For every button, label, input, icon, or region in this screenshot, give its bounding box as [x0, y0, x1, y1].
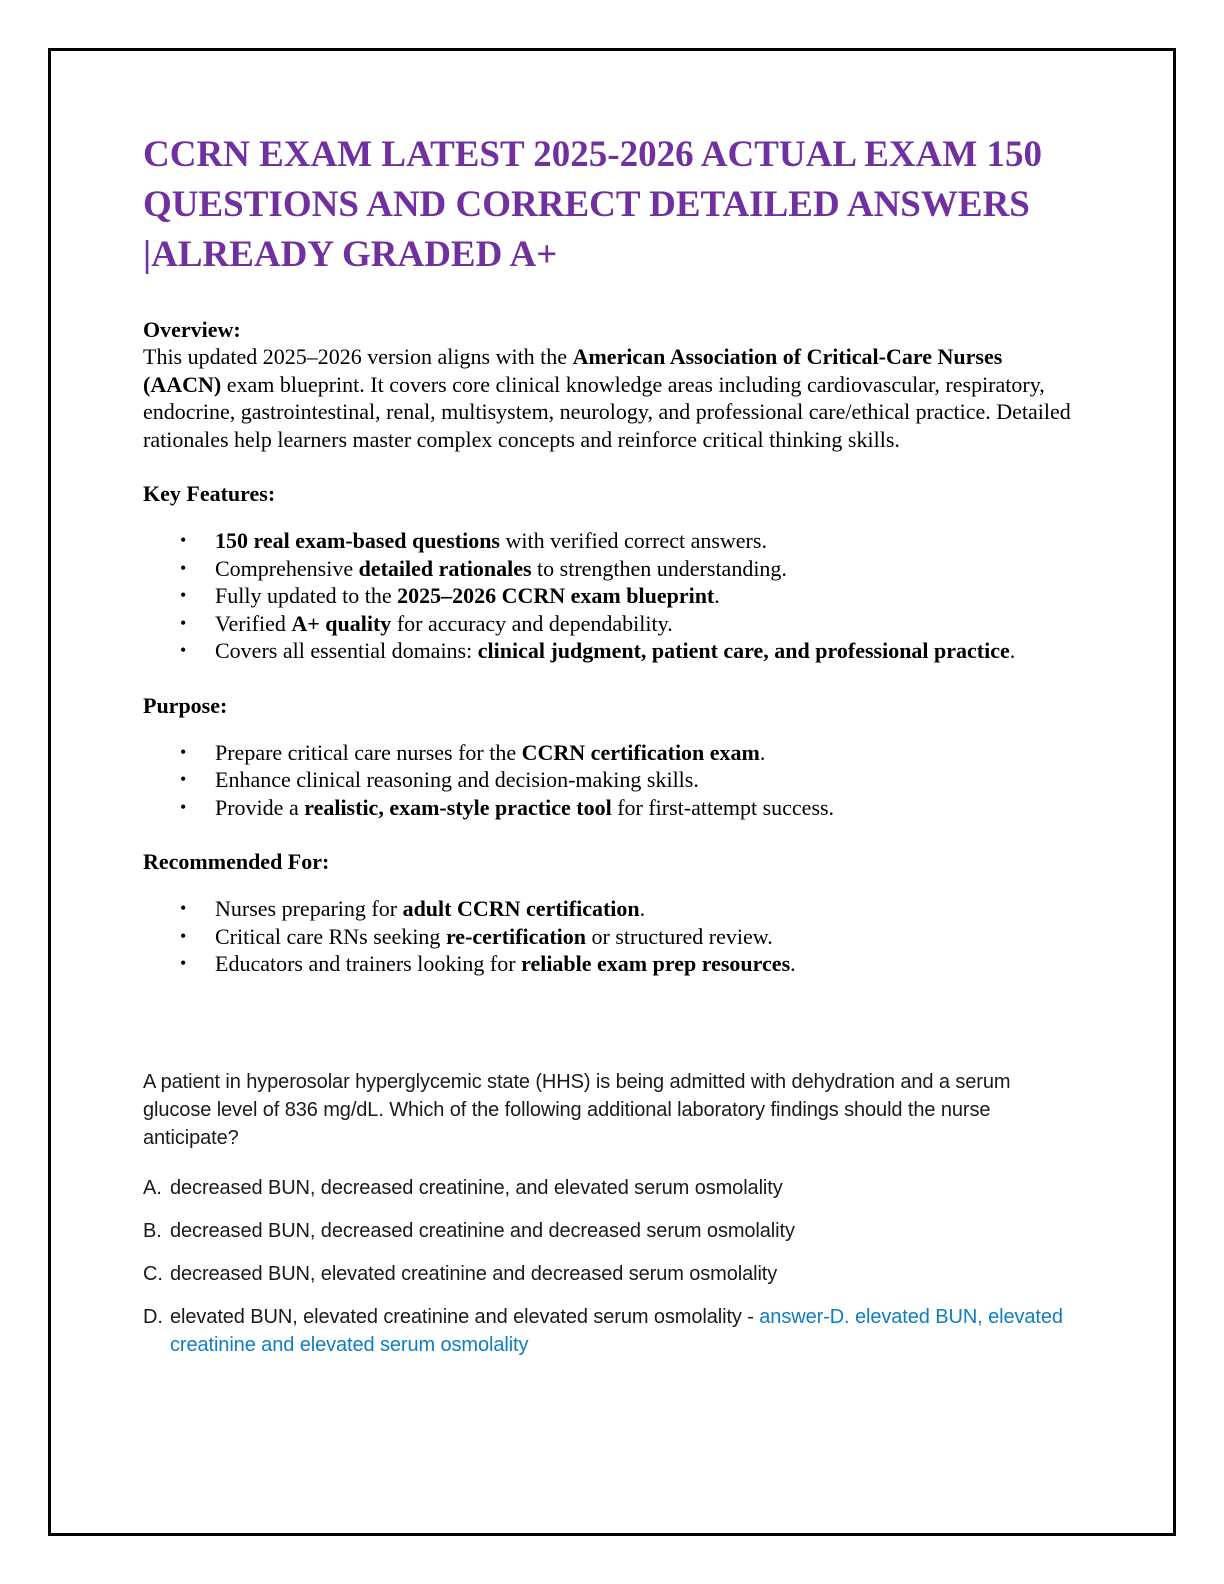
- text-run: answer-D. elevated BUN, elevated creatinine and elevated serum osmolality: [170, 1305, 1063, 1356]
- text-run: for first-attempt success.: [611, 794, 835, 820]
- text-run: realistic, exam-style practice tool: [304, 794, 612, 820]
- text-run: .: [639, 896, 646, 921]
- list-item-text: [215, 582, 1080, 610]
- page-content: [143, 0, 1080, 1359]
- bullet-icon: •: [180, 557, 187, 578]
- bullet-icon: •: [180, 769, 187, 789]
- list-item: [143, 923, 1080, 951]
- text-run: re-certification: [445, 923, 587, 949]
- key-features-list: [143, 527, 1080, 665]
- text-run: adult CCRN certification: [402, 896, 640, 921]
- text-run: exam blueprint. It covers core clinical knowledge areas including cardiovascular, respiratory, endocrine, gastrointestinal, renal, multisystem, neurology, and professional care/ethical practice. Detailed rationales help learners master complex concepts and reinforce critical thinking skills.: [143, 371, 1071, 452]
- bullet-icon: •: [180, 898, 187, 918]
- bullet-icon: •: [180, 741, 187, 762]
- answer-options: [143, 1174, 1063, 1359]
- option-label: A.: [143, 1176, 162, 1199]
- list-item: [143, 582, 1080, 610]
- list-item: [143, 555, 1080, 583]
- text-run: decreased BUN, decreased creatinine, and elevated serum osmolality: [170, 1176, 783, 1199]
- text-run: Educators and trainers looking for: [215, 951, 522, 976]
- recommended-for-heading: Recommended For:: [143, 849, 330, 874]
- text-run: .: [759, 739, 766, 765]
- option-row-a: [143, 1174, 1063, 1202]
- text-run: Provide a: [215, 794, 305, 820]
- text-run: 2025–2026 CCRN exam blueprint: [397, 583, 715, 608]
- list-item-text: [215, 950, 1080, 978]
- text-run: 150 real exam-based questions: [215, 528, 500, 553]
- list-item: [143, 527, 1080, 555]
- list-item-text: [215, 923, 1080, 951]
- text-run: American Association of Critical-Care Nurses (AACN): [143, 344, 1003, 397]
- document-title: [143, 130, 1080, 280]
- title-line: QUESTIONS AND CORRECT DETAILED ANSWERS: [143, 184, 1030, 225]
- purpose-list: [143, 739, 1080, 822]
- section-purpose: [143, 692, 1080, 822]
- list-item: [143, 950, 1080, 978]
- text-run: Enhance clinical reasoning and decision-making skills.: [215, 767, 699, 792]
- option-row-d: [143, 1303, 1063, 1359]
- section-recommended-for: [143, 848, 1080, 978]
- option-text: [170, 1217, 1063, 1245]
- bullet-icon: •: [180, 796, 187, 817]
- list-item: [143, 895, 1080, 923]
- text-run: .: [714, 583, 720, 608]
- option-label: B.: [143, 1219, 162, 1242]
- option-text: [170, 1303, 1063, 1359]
- purpose-heading: Purpose:: [143, 692, 228, 718]
- text-run: Critical care RNs seeking: [215, 923, 446, 949]
- list-item: [143, 637, 1080, 665]
- list-item-text: [215, 555, 1080, 583]
- text-run: Fully updated to the: [215, 583, 398, 608]
- list-item-text: [215, 766, 1080, 794]
- bullet-icon: •: [180, 530, 187, 550]
- text-run: to strengthen understanding.: [531, 555, 787, 581]
- text-run: Verified: [215, 610, 292, 636]
- list-item-text: [215, 527, 1080, 555]
- question-text: A patient in hyperosolar hyperglycemic state (HHS) is being admitted with dehydration and a serum glucose level of 836 mg/dL. Which of the following additional laboratory findings should the nurse anticipate?: [143, 1070, 1011, 1149]
- text-run: .: [790, 951, 796, 976]
- text-run: Comprehensive: [215, 555, 359, 581]
- overview-heading: Overview:: [143, 317, 241, 342]
- option-label: D.: [143, 1305, 163, 1328]
- list-item-text: [215, 739, 1080, 767]
- bullet-icon: •: [180, 925, 187, 946]
- list-item-text: [215, 610, 1080, 638]
- text-run: decreased BUN, elevated creatinine and decreased serum osmolality: [170, 1262, 778, 1285]
- list-item-text: [215, 794, 1080, 822]
- bullet-icon: •: [180, 953, 187, 973]
- option-label: C.: [143, 1262, 163, 1285]
- title-line: CCRN EXAM LATEST 2025-2026 ACTUAL EXAM 150: [143, 134, 1043, 175]
- option-row-b: [143, 1217, 1063, 1245]
- list-item-text: [215, 895, 1080, 923]
- text-run: detailed rationales: [358, 555, 532, 581]
- text-run: Nurses preparing for: [215, 896, 403, 921]
- list-item: [143, 794, 1080, 822]
- text-run: elevated BUN, elevated creatinine and elevated serum osmolality -: [170, 1305, 760, 1328]
- list-item: [143, 610, 1080, 638]
- option-text: [170, 1260, 1063, 1288]
- bullet-icon: •: [180, 612, 187, 633]
- text-run: .: [1009, 638, 1016, 663]
- section-key-features: [143, 480, 1080, 665]
- key-features-heading: Key Features:: [143, 481, 276, 506]
- text-run: decreased BUN, decreased creatinine and decreased serum osmolality: [170, 1219, 795, 1242]
- text-run: Covers all essential domains:: [215, 638, 478, 663]
- recommended-for-list: [143, 895, 1080, 978]
- text-run: reliable exam prep resources: [521, 951, 791, 976]
- text-run: This updated 2025–2026 version aligns with the: [143, 344, 573, 369]
- section-overview: [143, 316, 1080, 453]
- text-run: clinical judgment, patient care, and professional practice: [477, 638, 1010, 663]
- text-run: with verified correct answers.: [500, 528, 767, 553]
- title-line: |ALREADY GRADED A+: [143, 234, 558, 275]
- text-run: for accuracy and dependability.: [391, 610, 673, 636]
- text-run: or structured review.: [586, 923, 773, 949]
- text-run: Prepare critical care nurses for the: [215, 739, 522, 765]
- bullet-icon: •: [180, 585, 187, 605]
- overview-paragraph: [143, 343, 1080, 453]
- list-item: [143, 766, 1080, 794]
- bullet-icon: •: [180, 640, 187, 660]
- text-run: A+ quality: [291, 610, 392, 636]
- text-run: CCRN certification exam: [521, 739, 760, 765]
- option-row-c: [143, 1260, 1063, 1288]
- list-item: [143, 739, 1080, 767]
- list-item-text: [215, 637, 1080, 665]
- question-block: [143, 1068, 1063, 1359]
- option-text: [170, 1174, 1063, 1202]
